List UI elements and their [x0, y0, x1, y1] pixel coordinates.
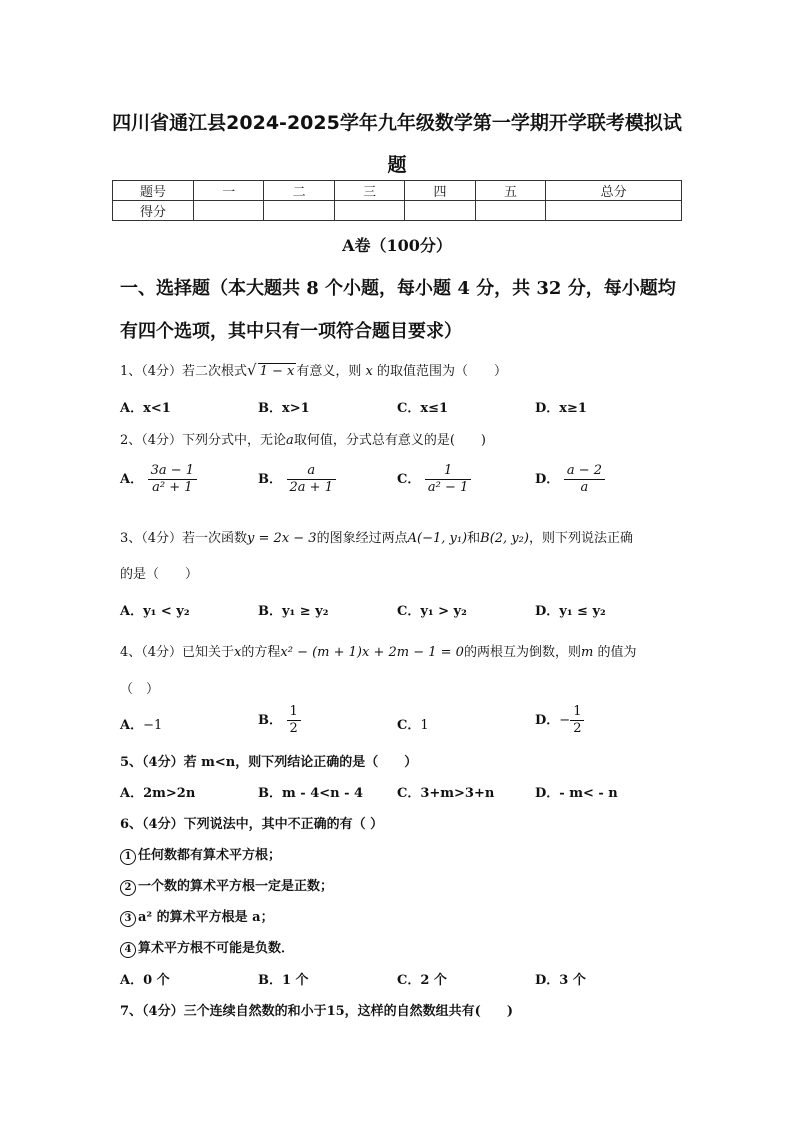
q3-option-d[interactable]: D．y₁ ≤ y₂	[535, 604, 606, 619]
q3-point-b: B(2, y₂)	[480, 531, 529, 546]
question-4	[120, 641, 690, 660]
question-5: 5、（4分）若 m<n，则下列结论正确的是（ ）	[120, 755, 418, 770]
circled-number-icon: 2	[120, 880, 136, 896]
q3-function: y = 2x − 3	[247, 531, 317, 546]
q1-radicand: 1 − x	[259, 364, 295, 379]
fraction-numerator: a	[287, 463, 336, 480]
fraction-numerator: 1	[425, 463, 471, 480]
score-header-cell: 三	[334, 181, 404, 201]
q2-option-b[interactable]	[258, 463, 336, 496]
q3-suffix: ，则下列说法正确	[528, 531, 633, 546]
q4-label-b: B．	[258, 713, 282, 728]
q3-prefix: 3、（4分）若一次函数	[120, 531, 248, 546]
q4-equation: x² − (m + 1)x + 2m − 1 = 0	[280, 645, 464, 660]
q6-statement-2	[120, 875, 333, 896]
q4-label-a: A．	[120, 718, 144, 733]
question-6: 6、（4分）下列说法中，其中不正确的有（ ）	[120, 817, 384, 832]
q6-statement-text: 一个数的算术平方根一定是正数；	[138, 879, 334, 894]
q2-label-b: B．	[258, 472, 282, 487]
fraction-denominator: a² − 1	[427, 480, 469, 495]
q2-fraction-a	[148, 463, 197, 496]
q1-suffix: 的取值范围为（ ）	[377, 364, 508, 379]
exam-title: 四川省通江县2024-2025学年九年级数学第一学期开学联考模拟试	[112, 112, 682, 134]
question-1	[120, 360, 690, 379]
q6-statement-text: 任何数都有算术平方根；	[138, 848, 282, 863]
question-3-continued: 的是（ ）	[120, 567, 199, 582]
q2-label-d: D．	[535, 472, 560, 487]
q4-prefix: 4、（4分）已知关于	[120, 645, 235, 660]
q5-option-d[interactable]: D．- m< - n	[535, 786, 618, 801]
q1-mid: 有意义，则	[296, 364, 362, 379]
q6-statement-3	[120, 906, 274, 927]
score-header-cell: 一	[194, 181, 264, 201]
q2-fraction-c	[425, 463, 471, 496]
score-cell[interactable]	[194, 201, 264, 221]
q4-value-c: 1	[420, 718, 429, 733]
fraction-denominator: 2a + 1	[289, 480, 333, 495]
q1-option-b[interactable]: B．x>1	[258, 401, 310, 416]
q2-option-d[interactable]	[535, 463, 605, 496]
q2-fraction-d	[564, 463, 605, 496]
q2-option-a[interactable]	[120, 463, 197, 496]
score-cell[interactable]	[264, 201, 334, 221]
q5-option-c[interactable]: C．3+m>3+n	[397, 786, 495, 801]
q4-option-a[interactable]	[120, 714, 162, 733]
q4-var: x	[234, 645, 242, 660]
question-3	[120, 527, 690, 546]
question-4-continued: （ ）	[120, 682, 160, 697]
q2-label-c: C．	[397, 472, 421, 487]
q6-option-a[interactable]: A．0 个	[120, 973, 170, 988]
q4-fraction-d	[570, 704, 584, 737]
q4-option-d[interactable]	[535, 704, 584, 737]
q2-fraction-b	[287, 463, 336, 496]
q3-option-c[interactable]: C．y₁ > y₂	[397, 604, 467, 619]
question-2	[120, 429, 690, 448]
q6-option-c[interactable]: C．2 个	[397, 973, 447, 988]
fraction-denominator: a² + 1	[152, 480, 193, 495]
circled-number-icon: 3	[120, 911, 136, 927]
q4-mid: 的方程	[241, 645, 281, 660]
score-cell[interactable]	[546, 201, 682, 221]
score-table-header-row	[113, 181, 682, 201]
q6-statement-1	[120, 844, 281, 865]
q4-option-c[interactable]	[397, 714, 429, 733]
q5-option-a[interactable]: A．2m>2n	[120, 786, 196, 801]
q2-prefix: 2、（4分）下列分式中，无论	[120, 433, 287, 448]
fraction-numerator: a − 2	[564, 463, 605, 480]
score-cell[interactable]	[475, 201, 545, 221]
fraction-numerator: 3a − 1	[148, 463, 197, 480]
q1-var: x	[365, 364, 373, 379]
q4-label-c: C．	[397, 718, 421, 733]
q3-option-a[interactable]: A．y₁ < y₂	[120, 604, 190, 619]
q4-mid2: 的两根互为倒数，则	[463, 645, 581, 660]
q4-sign-d: −	[559, 713, 571, 728]
exam-title-continued: 题	[387, 154, 407, 176]
q2-var: a	[286, 433, 294, 448]
score-header-cell: 五	[475, 181, 545, 201]
score-cell[interactable]	[405, 201, 475, 221]
score-header-cell: 二	[264, 181, 334, 201]
q1-prefix: 1、（4分）若二次根式	[120, 364, 248, 379]
q4-label-d: D．	[535, 713, 560, 728]
fraction-denominator: a	[580, 480, 589, 495]
question-7: 7、（4分）三个连续自然数的和小于15，这样的自然数组共有( )	[120, 1004, 513, 1019]
fraction-denominator: 2	[573, 721, 582, 736]
score-row-label: 得分	[113, 201, 194, 221]
sqrt-sign-icon: √	[247, 361, 257, 379]
q4-fraction-b	[287, 704, 301, 737]
q1-option-a[interactable]: A．x<1	[120, 401, 171, 416]
q2-label-a: A．	[120, 472, 144, 487]
circled-number-icon: 1	[120, 849, 136, 865]
q2-option-c[interactable]	[397, 463, 471, 496]
score-header-cell: 四	[405, 181, 475, 201]
q3-option-b[interactable]: B．y₁ ≥ y₂	[258, 604, 329, 619]
fraction-numerator: 1	[287, 704, 301, 721]
q6-option-b[interactable]: B．1 个	[258, 973, 309, 988]
score-cell[interactable]	[334, 201, 404, 221]
score-header-cell: 总分	[546, 181, 682, 201]
q3-and: 和	[467, 531, 481, 546]
q3-mid: 的图象经过两点	[316, 531, 408, 546]
circled-number-icon: 4	[120, 942, 136, 958]
q4-var2: m	[580, 645, 594, 660]
section-heading: 一、选择题（本大题共 8 个小题，每小题 4 分，共 32 分，每小题均	[120, 278, 676, 299]
q4-value-a: −1	[143, 718, 163, 733]
score-header-cell: 题号	[113, 181, 194, 201]
score-table-score-row	[113, 201, 682, 221]
q5-option-b[interactable]: B．m - 4<n - 4	[258, 786, 364, 801]
score-table	[112, 180, 682, 221]
q1-option-d[interactable]: D．x≥1	[535, 401, 587, 416]
q4-option-b[interactable]	[258, 704, 301, 737]
fraction-denominator: 2	[289, 721, 298, 736]
q3-point-a: A(−1, y₁)	[407, 531, 468, 546]
volume-heading: A卷（100分）	[342, 236, 452, 255]
q6-statement-text: 算术平方根不可能是负数．	[138, 941, 295, 956]
q2-suffix: 取何值，分式总有意义的是( )	[293, 433, 486, 448]
q1-option-c[interactable]: C．x≤1	[397, 401, 449, 416]
q4-suffix: 的值为	[597, 645, 637, 660]
q6-statement-4	[120, 937, 294, 958]
q6-statement-text: a² 的算术平方根是 a；	[138, 910, 274, 925]
section-heading-continued: 有四个选项，其中只有一项符合题目要求）	[120, 321, 462, 342]
fraction-numerator: 1	[570, 704, 584, 721]
q6-option-d[interactable]: D．3 个	[535, 973, 586, 988]
